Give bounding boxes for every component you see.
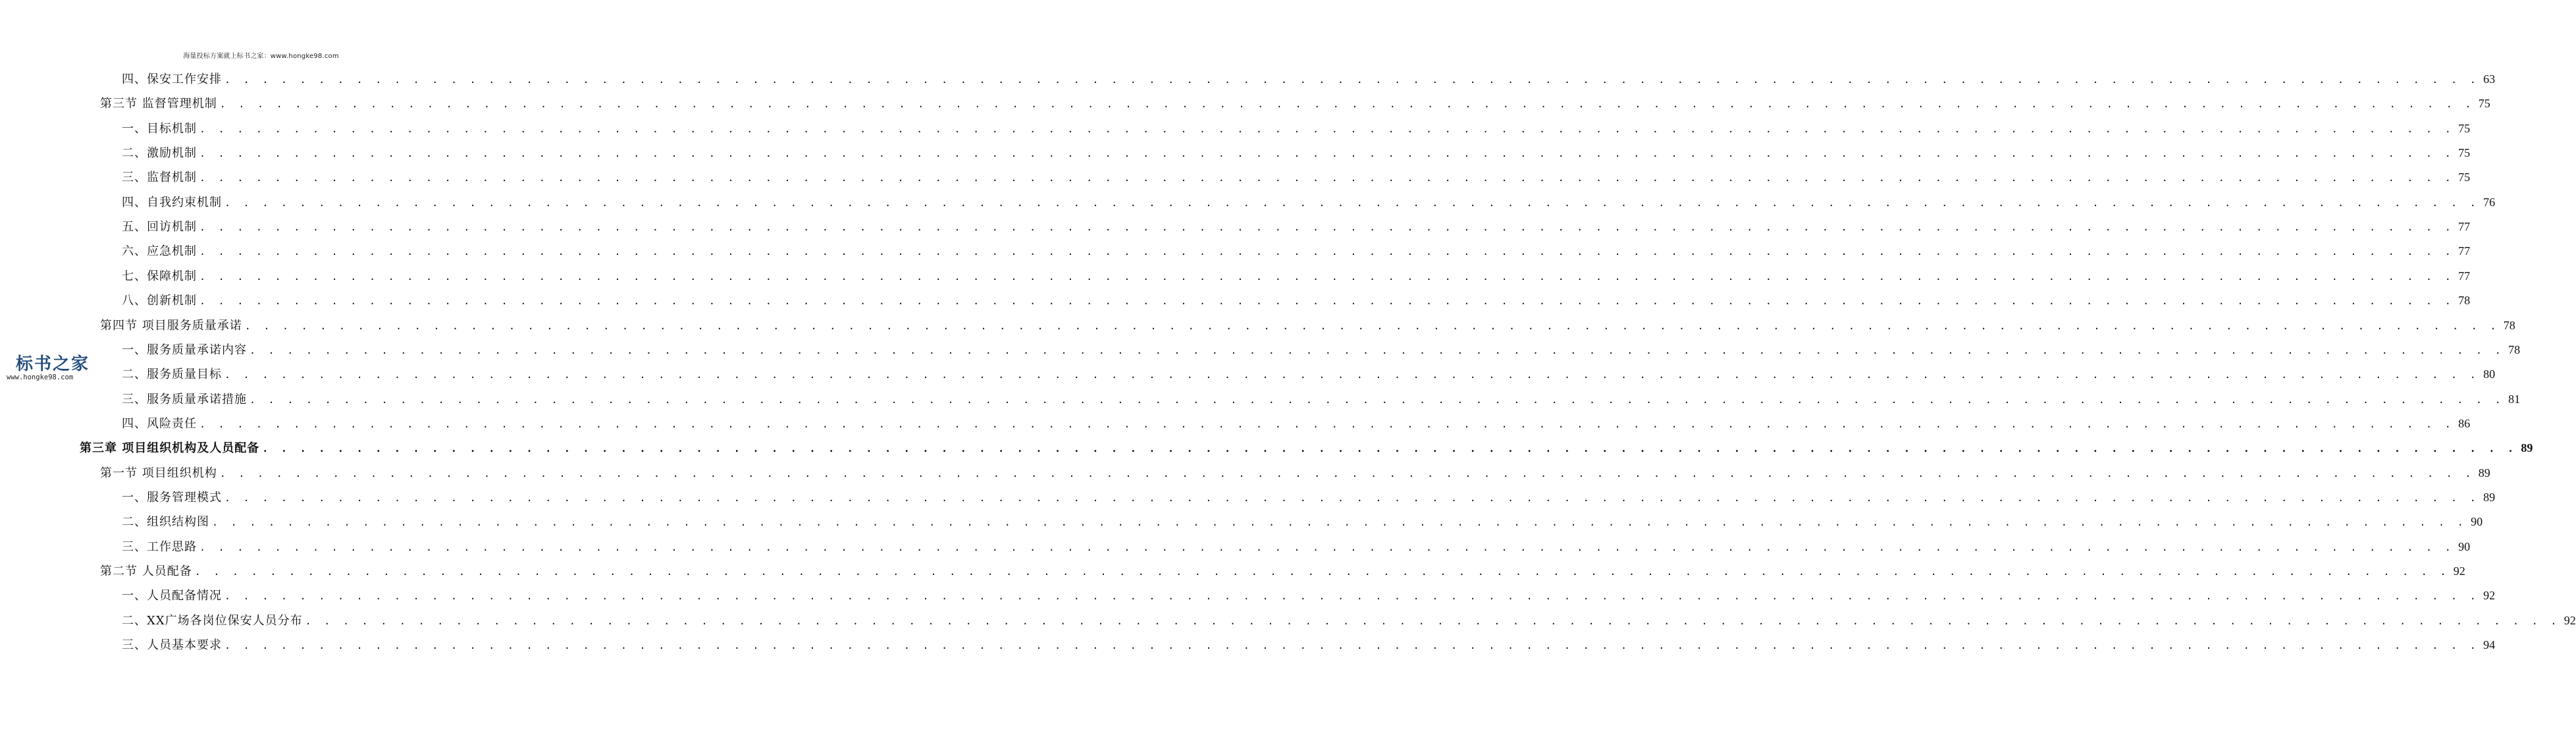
toc-entry-label: 四、风险责任 [122,416,197,431]
toc-entry-label: 六、应急机制 [122,244,197,259]
toc-entry-page-number: 77 [2458,220,2471,234]
toc-leader-dots: . . . . . . . . . . . . . . . . . . . . . . . . . . . . . . . . . . . . . . . . . . . . . . . . . . . . . . . . . . . . . . . . . . . . . . . . . . . . . . . . . . . . . . . . . . . . . . . . . . . . . . . . . . . . . . . . . . . . . . . . [224,491,2480,504]
toc-section-entry[interactable] [100,464,2490,482]
toc-leader-dots: . . . . . . . . . . . . . . . . . . . . . . . . . . . . . . . . . . . . . . . . . . . . . . . . . . . . . . . . . . . . . . . . . . . . . . . . . . . . . . . . . . . . . . . . . . . . . . . . . . . . . . . . . . . . . . . . . . . . . . . . [224,369,2480,381]
toc-item-entry[interactable] [122,242,2471,260]
toc-leader-dots: . . . . . . . . . . . . . . . . . . . . . . . . . . . . . . . . . . . . . . . . . . . . . . . . . . . . . . . . . . . . . . . . . . . . . . . . . . . . . . . . . . . . . . . . . . . . . . . . . . . . . . . . . . . . . . . . . . . . . . . . [199,246,2455,258]
toc-item-entry[interactable] [122,414,2471,433]
toc-item-entry[interactable] [122,365,2496,383]
watermark-url: www.hongke98.com [7,373,74,381]
toc-leader-dots: . . . . . . . . . . . . . . . . . . . . . . . . . . . . . . . . . . . . . . . . . . . . . . . . . . . . . . . . . . . . . . . . . . . . . . . . . . . . . . . . . . . . . . . . . . . . . . . . . . . . . . . . . . . . . . . . . . . . . . . . [199,270,2455,283]
toc-entry-page-number: 94 [2483,638,2496,652]
toc-item-entry[interactable] [122,586,2496,605]
toc-entry-page-number: 92 [2563,613,2576,627]
toc-leader-dots: . . . . . . . . . . . . . . . . . . . . . . . . . . . . . . . . . . . . . . . . . . . . . . . . . . . . . . . . . . . . . . . . . . . . . . . . . . . . . . . . . . . . . . . . . . . . . . . . . . . . . . . . . . . . . . . . . . . . . . . . [199,221,2455,234]
toc-entry-label: 三、服务质量承诺措施 [122,392,247,406]
watermark [0,350,109,383]
toc-item-entry[interactable] [122,488,2496,506]
toc-item-entry[interactable] [122,267,2471,285]
toc-item-entry[interactable] [122,217,2471,236]
toc-entry-page-number: 78 [2503,318,2515,332]
toc-chapter-entry[interactable] [80,439,2533,457]
toc-leader-dots: . . . . . . . . . . . . . . . . . . . . . . . . . . . . . . . . . . . . . . . . . . . . . . . . . . . . . . . . . . . . . . . . . . . . . . . . . . . . . . . . . . . . . . . . . . . . . . . . . . . . . . . . . . . . . . . . . . . . . . . . [224,590,2480,603]
toc-section-entry[interactable] [100,94,2490,113]
toc-leader-dots: . . . . . . . . . . . . . . . . . . . . . . . . . . . . . . . . . . . . . . . . . . . . . . . . . . . . . . . . . . . . . . . . . . . . . . . . . . . . . . . . . . . . . . . . . . . . . . . . . . . . . . . . . . . . . . . . . . . . . . . . [199,541,2455,553]
toc-entry-page-number: 75 [2458,121,2471,135]
toc-item-entry[interactable] [122,512,2483,531]
toc-entry-label: 二、组织结构图 [122,515,209,530]
toc-item-entry[interactable] [122,341,2521,359]
watermark-logo: 标书之家 [16,354,90,374]
toc-entry-page-number: 90 [2458,539,2471,553]
toc-entry-label: 第二节 人员配备 [100,564,192,578]
toc-leader-dots: . . . . . . . . . . . . . . . . . . . . . . . . . . . . . . . . . . . . . . . . . . . . . . . . . . . . . . . . . . . . . . . . . . . . . . . . . . . . . . . . . . . . . . . . . . . . . . . . . . . . . . . . . . . . . . . . . . . . . . . . [262,443,2517,455]
page-header: 海量投标方案就上标书之家：www.hongke98.com [183,53,339,60]
toc-entry-page-number: 75 [2458,146,2471,160]
toc-item-entry[interactable] [122,70,2496,88]
toc-item-entry[interactable] [122,537,2471,556]
toc-leader-dots: . . . . . . . . . . . . . . . . . . . . . . . . . . . . . . . . . . . . . . . . . . . . . . . . . . . . . . . . . . . . . . . . . . . . . . . . . . . . . . . . . . . . . . . . . . . . . . . . . . . . . . . . . . . . . . . . . . . . . . . . [199,295,2455,308]
toc-entry-page-number: 77 [2458,244,2471,258]
toc-entry-label: 二、XX广场各岗位保安人员分布 [122,613,303,628]
toc-leader-dots: . . . . . . . . . . . . . . . . . . . . . . . . . . . . . . . . . . . . . . . . . . . . . . . . . . . . . . . . . . . . . . . . . . . . . . . . . . . . . . . . . . . . . . . . . . . . . . . . . . . . . . . . . . . . . . . . . . . . . . . . [244,319,2500,332]
toc-section-entry[interactable] [100,316,2515,335]
toc-item-entry[interactable] [122,611,2576,630]
toc-leader-dots: . . . . . . . . . . . . . . . . . . . . . . . . . . . . . . . . . . . . . . . . . . . . . . . . . . . . . . . . . . . . . . . . . . . . . . . . . . . . . . . . . . . . . . . . . . . . . . . . . . . . . . . . . . . . . . . . . . . . . . . . [224,196,2480,209]
toc-entry-label: 二、激励机制 [122,146,197,161]
toc-leader-dots: . . . . . . . . . . . . . . . . . . . . . . . . . . . . . . . . . . . . . . . . . . . . . . . . . . . . . . . . . . . . . . . . . . . . . . . . . . . . . . . . . . . . . . . . . . . . . . . . . . . . . . . . . . . . . . . . . . . . . . . . [212,516,2467,529]
toc-item-entry[interactable] [122,636,2496,654]
toc-entry-page-number: 89 [2521,441,2533,455]
toc-entry-label: 一、服务质量承诺内容 [122,342,247,357]
toc-entry-label: 一、人员配备情况 [122,589,222,603]
toc-entry-page-number: 75 [2458,171,2471,184]
toc-leader-dots: . . . . . . . . . . . . . . . . . . . . . . . . . . . . . . . . . . . . . . . . . . . . . . . . . . . . . . . . . . . . . . . . . . . . . . . . . . . . . . . . . . . . . . . . . . . . . . . . . . . . . . . . . . . . . . . . . . . . . . . . [199,148,2455,160]
toc-entry-page-number: 89 [2483,490,2496,504]
toc-item-entry[interactable] [122,168,2471,186]
toc-item-entry[interactable] [122,193,2496,211]
toc-entry-label: 一、服务管理模式 [122,490,222,505]
toc-entry-page-number: 78 [2458,294,2471,308]
toc-entry-page-number: 75 [2478,97,2490,111]
toc-entry-page-number: 81 [2508,392,2521,406]
toc-entry-label: 一、目标机制 [122,121,197,136]
toc-entry-page-number: 77 [2458,269,2471,283]
toc-entry-label: 第四节 项目服务质量承诺 [100,318,242,333]
toc-entry-label: 四、自我约束机制 [122,195,222,209]
toc-entry-label: 五、回访机制 [122,220,197,234]
toc-entry-page-number: 80 [2483,368,2496,381]
toc-section-entry[interactable] [100,562,2465,580]
toc-leader-dots: . . . . . . . . . . . . . . . . . . . . . . . . . . . . . . . . . . . . . . . . . . . . . . . . . . . . . . . . . . . . . . . . . . . . . . . . . . . . . . . . . . . . . . . . . . . . . . . . . . . . . . . . . . . . . . . . . . . . . . . . [199,123,2455,135]
toc-leader-dots: . . . . . . . . . . . . . . . . . . . . . . . . . . . . . . . . . . . . . . . . . . . . . . . . . . . . . . . . . . . . . . . . . . . . . . . . . . . . . . . . . . . . . . . . . . . . . . . . . . . . . . . . . . . . . . . . . . . . . . . . [219,98,2475,111]
toc-entry-page-number: 92 [2453,564,2465,578]
toc-entry-label: 第三节 监督管理机制 [100,97,217,111]
toc-item-entry[interactable] [122,390,2521,408]
toc-item-entry[interactable] [122,119,2471,138]
toc-leader-dots: . . . . . . . . . . . . . . . . . . . . . . . . . . . . . . . . . . . . . . . . . . . . . . . . . . . . . . . . . . . . . . . . . . . . . . . . . . . . . . . . . . . . . . . . . . . . . . . . . . . . . . . . . . . . . . . . . . . . . . . . [250,393,2505,406]
toc-leader-dots: . . . . . . . . . . . . . . . . . . . . . . . . . . . . . . . . . . . . . . . . . . . . . . . . . . . . . . . . . . . . . . . . . . . . . . . . . . . . . . . . . . . . . . . . . . . . . . . . . . . . . . . . . . . . . . . . . . . . . . . . [305,615,2560,627]
toc-entry-page-number: 76 [2483,195,2496,209]
toc-entry-page-number: 89 [2478,466,2490,479]
toc-leader-dots: . . . . . . . . . . . . . . . . . . . . . . . . . . . . . . . . . . . . . . . . . . . . . . . . . . . . . . . . . . . . . . . . . . . . . . . . . . . . . . . . . . . . . . . . . . . . . . . . . . . . . . . . . . . . . . . . . . . . . . . . [250,344,2505,356]
toc-leader-dots: . . . . . . . . . . . . . . . . . . . . . . . . . . . . . . . . . . . . . . . . . . . . . . . . . . . . . . . . . . . . . . . . . . . . . . . . . . . . . . . . . . . . . . . . . . . . . . . . . . . . . . . . . . . . . . . . . . . . . . . . [199,418,2455,430]
toc-item-entry[interactable] [122,144,2471,162]
toc-item-entry[interactable] [122,291,2471,310]
toc-entry-page-number: 86 [2458,416,2471,430]
toc-entry-label: 三、人员基本要求 [122,638,222,653]
toc-entry-label: 八、创新机制 [122,294,197,308]
toc-entry-page-number: 92 [2483,589,2496,603]
toc-leader-dots: . . . . . . . . . . . . . . . . . . . . . . . . . . . . . . . . . . . . . . . . . . . . . . . . . . . . . . . . . . . . . . . . . . . . . . . . . . . . . . . . . . . . . . . . . . . . . . . . . . . . . . . . . . . . . . . . . . . . . . . . [194,566,2450,578]
toc-leader-dots: . . . . . . . . . . . . . . . . . . . . . . . . . . . . . . . . . . . . . . . . . . . . . . . . . . . . . . . . . . . . . . . . . . . . . . . . . . . . . . . . . . . . . . . . . . . . . . . . . . . . . . . . . . . . . . . . . . . . . . . . [224,640,2480,652]
toc-entry-page-number: 78 [2508,342,2521,356]
toc-entry-label: 第一节 项目组织机构 [100,466,217,480]
toc-entry-label: 三、工作思路 [122,539,197,554]
toc-entry-page-number: 63 [2483,72,2496,86]
toc-entry-label: 第三章 项目组织机构及人员配备 [80,441,260,456]
toc-entry-label: 七、保障机制 [122,269,197,283]
toc-entry-label: 三、监督机制 [122,171,197,185]
toc-leader-dots: . . . . . . . . . . . . . . . . . . . . . . . . . . . . . . . . . . . . . . . . . . . . . . . . . . . . . . . . . . . . . . . . . . . . . . . . . . . . . . . . . . . . . . . . . . . . . . . . . . . . . . . . . . . . . . . . . . . . . . . . [219,467,2475,479]
toc-entry-page-number: 90 [2471,515,2483,529]
toc-entry-label: 二、服务质量目标 [122,368,222,382]
toc-leader-dots: . . . . . . . . . . . . . . . . . . . . . . . . . . . . . . . . . . . . . . . . . . . . . . . . . . . . . . . . . . . . . . . . . . . . . . . . . . . . . . . . . . . . . . . . . . . . . . . . . . . . . . . . . . . . . . . . . . . . . . . . [224,74,2480,86]
toc-leader-dots: . . . . . . . . . . . . . . . . . . . . . . . . . . . . . . . . . . . . . . . . . . . . . . . . . . . . . . . . . . . . . . . . . . . . . . . . . . . . . . . . . . . . . . . . . . . . . . . . . . . . . . . . . . . . . . . . . . . . . . . . [199,172,2455,184]
toc-entry-label: 四、保安工作安排 [122,72,222,86]
